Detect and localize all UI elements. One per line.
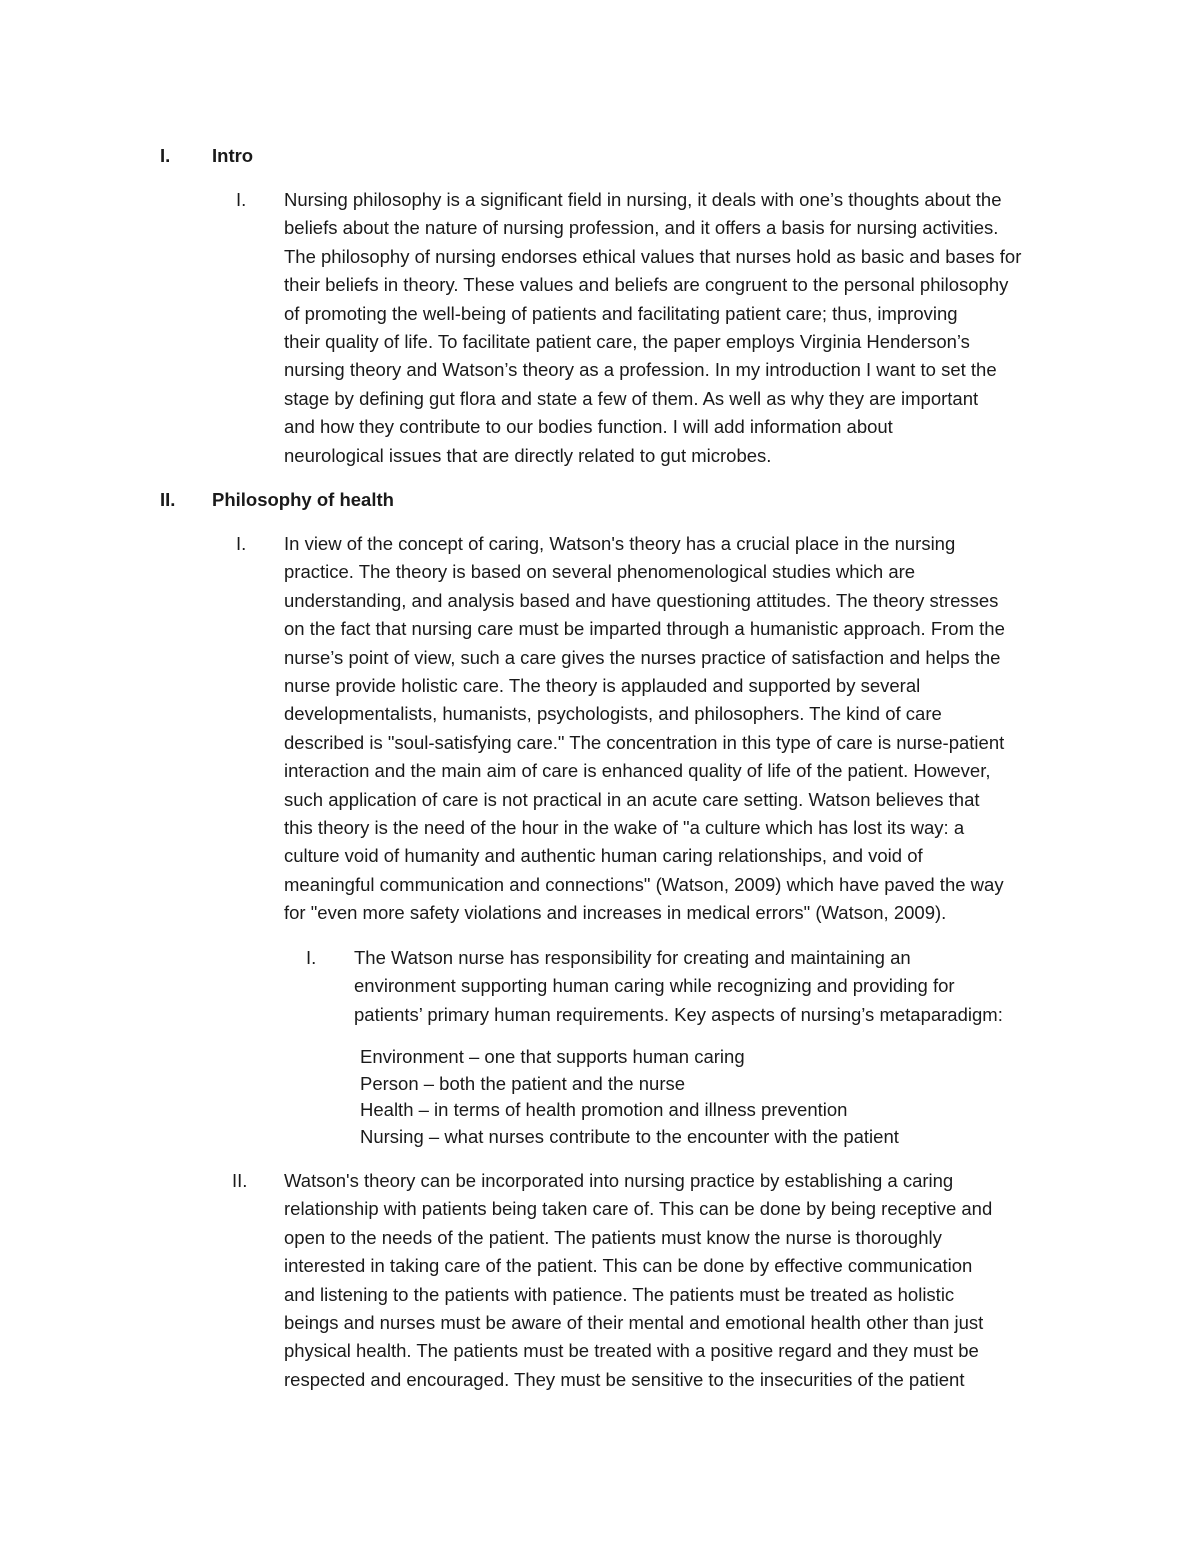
paragraph-line: for "even more safety violations and increases in medical errors" (Watson, 2009). [284, 902, 947, 924]
paragraph-line: nurse provide holistic care. The theory is applauded and supported by several [284, 675, 921, 697]
paragraph-line: relationship with patients being taken care of. This can be done by being receptive and [284, 1198, 993, 1220]
metaparadigm-list [360, 1044, 899, 1150]
paragraph-line: The philosophy of nursing endorses ethical values that nurses hold as basic and bases for [284, 245, 1022, 267]
paragraph-line: their quality of life. To facilitate patient care, the paper employs Virginia Henderson’s [284, 331, 970, 353]
paragraph-line: culture void of humanity and authentic human caring relationships, and void of [284, 845, 923, 867]
paragraph-line: this theory is the need of the hour in the wake of "a culture which has lost its way: a [284, 817, 965, 839]
paragraph-line: such application of care is not practical in an acute care setting. Watson believes that [284, 788, 980, 810]
metaparadigm-item: Environment – one that supports human caring [360, 1046, 745, 1067]
paragraph-line: patients’ primary human requirements. Key aspects of nursing’s metaparadigm: [354, 1003, 1003, 1025]
paragraph-line: nurse’s point of view, such a care gives the nurses practice of satisfaction and helps the [284, 646, 1001, 668]
incorporation-paragraph [284, 1167, 992, 1394]
paragraph-line: practice. The theory is based on several phenomenological studies which are [284, 561, 916, 583]
paragraph-line: and listening to the patients with patience. The patients must be treated as holistic [284, 1283, 955, 1305]
paragraph-line: stage by defining gut flora and state a few of them. As well as why they are important [284, 387, 979, 409]
paragraph-line: their beliefs in theory. These values and beliefs are congruent to the personal philosophy [284, 274, 1009, 296]
paragraph-line: neurological issues that are directly related to gut microbes. [284, 444, 772, 466]
paragraph-line: of promoting the well-being of patients and facilitating patient care; thus, improving [284, 302, 958, 324]
paragraph-line: physical health. The patients must be treated with a positive regard and they must be [284, 1340, 979, 1362]
intro-paragraph [284, 186, 1021, 470]
paragraph-line: beings and nurses must be aware of their mental and emotional health other than just [284, 1312, 984, 1334]
paragraph-line: Nursing philosophy is a significant field in nursing, it deals with one’s thoughts about the [284, 189, 1002, 210]
item-numeral: I. [236, 533, 247, 554]
subitem-numeral: I. [306, 947, 317, 968]
paragraph-line: understanding, and analysis based and have questioning attitudes. The theory stresses [284, 589, 999, 611]
paragraph-line: beliefs about the nature of nursing profession, and it offers a basis for nursing activities. [284, 217, 999, 239]
watson-paragraph [284, 530, 1005, 928]
paragraph-line: nursing theory and Watson’s theory as a profession. In my introduction I want to set the [284, 359, 997, 381]
paragraph-line: respected and encouraged. They must be sensitive to the insecurities of the patient [284, 1368, 965, 1390]
section-numeral: II. [160, 489, 176, 510]
paragraph-line: open to the needs of the patient. The patients must know the nurse is thoroughly [284, 1226, 942, 1248]
paragraph-line: described is "soul-satisfying care." The concentration in this type of care is nurse-patient [284, 731, 1005, 753]
paragraph-line: The Watson nurse has responsibility for creating and maintaining an [354, 947, 911, 968]
section-numeral: I. [160, 145, 171, 166]
paragraph-line: meaningful communication and connections" (Watson, 2009) which have paved the way [284, 873, 1004, 895]
paragraph-line: and how they contribute to our bodies function. I will add information about [284, 416, 893, 438]
paragraph-line: interaction and the main aim of care is enhanced quality of life of the patient. However, [284, 760, 991, 782]
item-numeral: II. [232, 1170, 248, 1191]
item-numeral: I. [236, 189, 247, 210]
section-heading-philosophy: Philosophy of health [212, 489, 394, 510]
metaparadigm-item: Person – both the patient and the nurse [360, 1072, 686, 1094]
paragraph-line: In view of the concept of caring, Watson's theory has a crucial place in the nursing [284, 533, 956, 554]
paragraph-line: Watson's theory can be incorporated into nursing practice by establishing a caring [284, 1170, 954, 1191]
paragraph-line: developmentalists, humanists, psychologists, and philosophers. The kind of care [284, 703, 942, 725]
paragraph-line: interested in taking care of the patient. This can be done by effective communication [284, 1255, 973, 1277]
paragraph-line: environment supporting human caring while recognizing and providing for [354, 975, 955, 997]
section-heading-intro: Intro [212, 145, 254, 166]
metaparadigm-item: Nursing – what nurses contribute to the encounter with the patient [360, 1125, 899, 1147]
paragraph-line: on the fact that nursing care must be imparted through a humanistic approach. From the [284, 618, 1005, 640]
watson-nurse-paragraph [354, 944, 1003, 1029]
metaparadigm-item: Health – in terms of health promotion and illness prevention [360, 1099, 848, 1120]
